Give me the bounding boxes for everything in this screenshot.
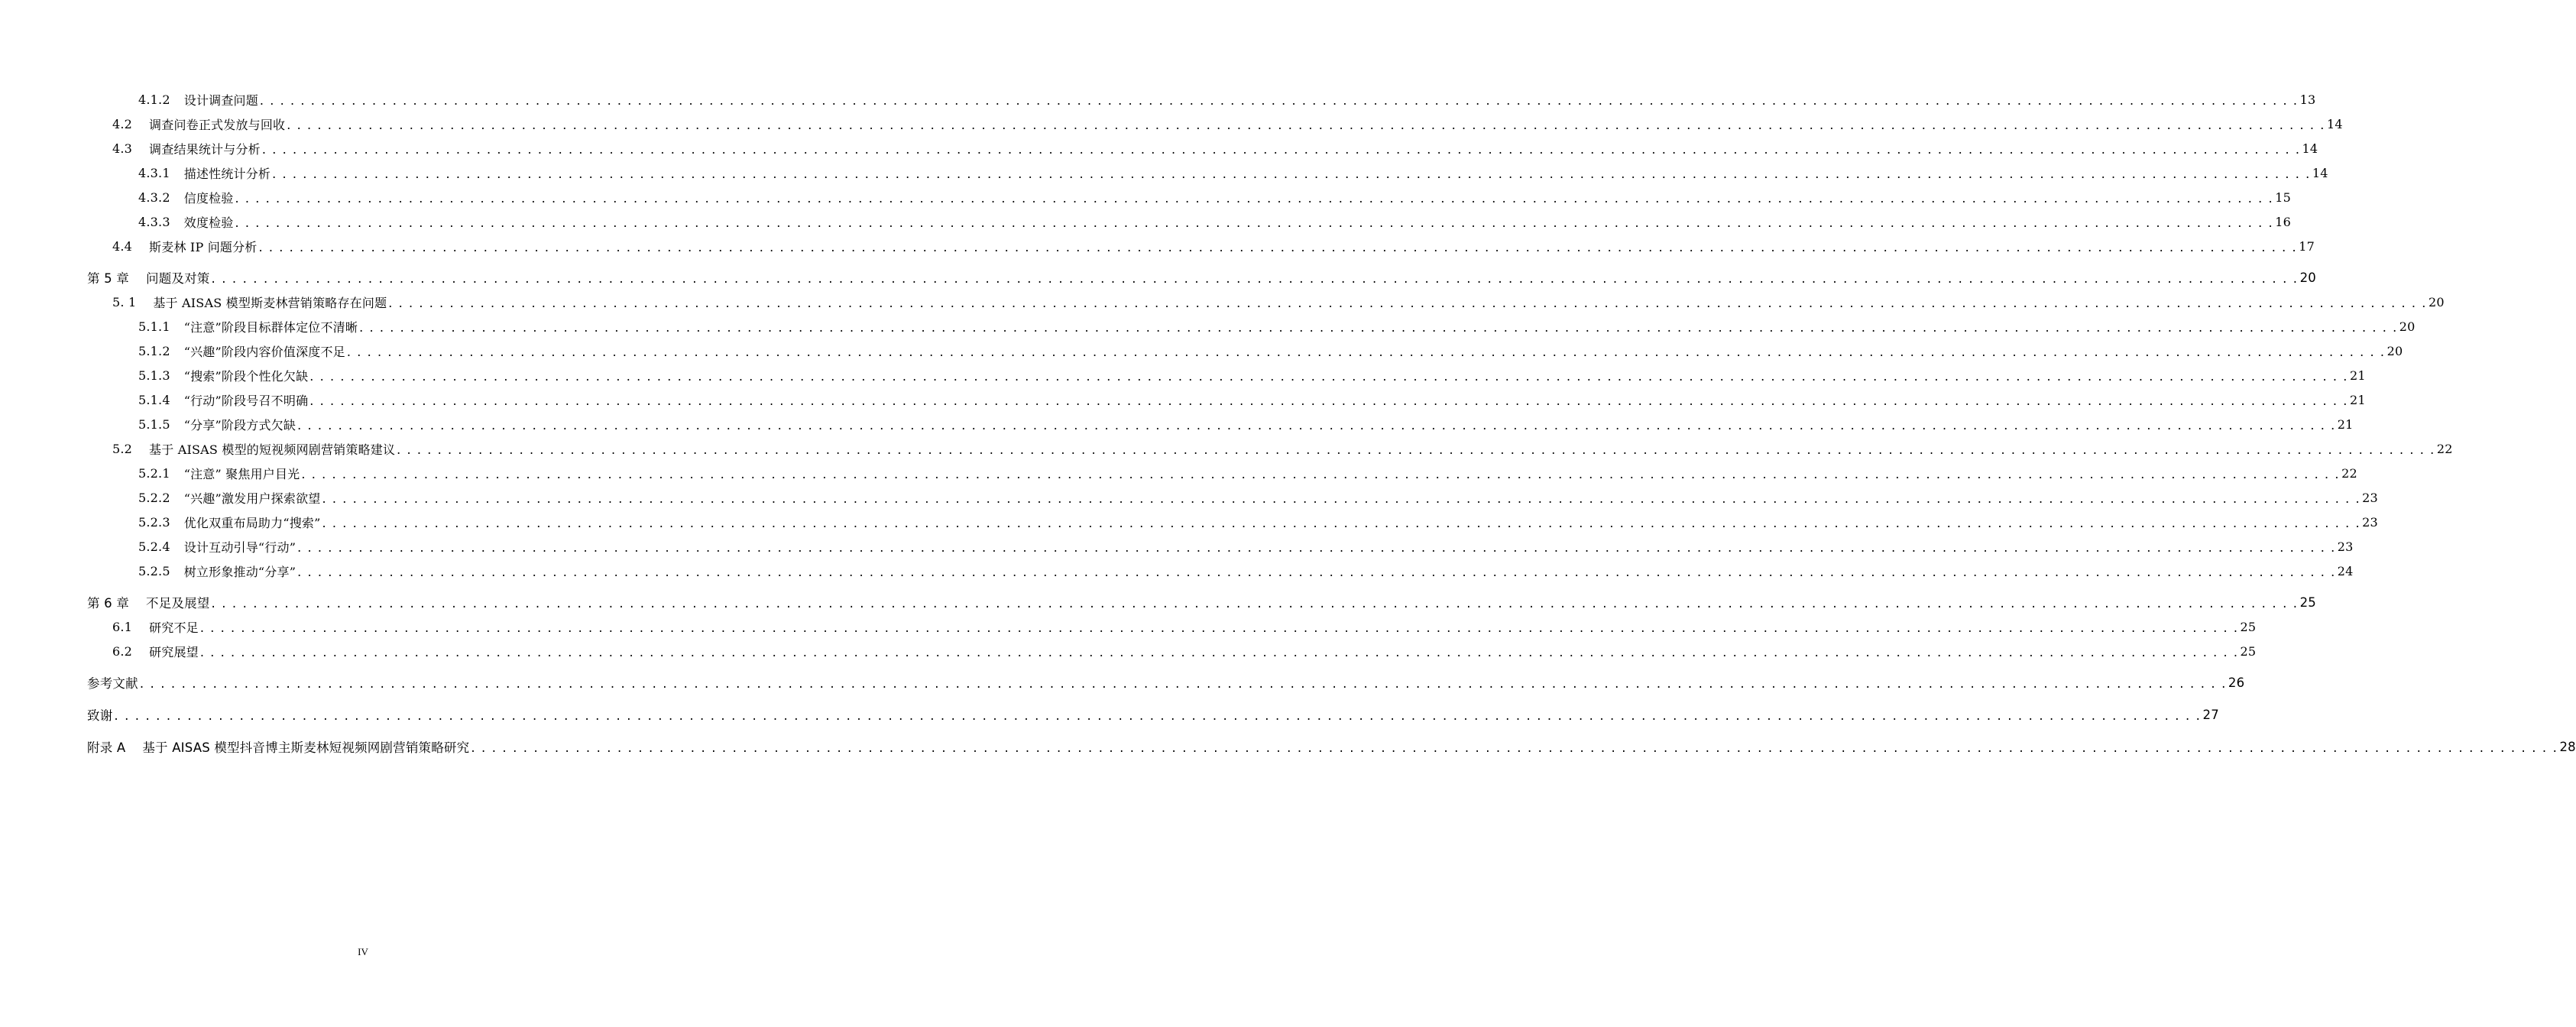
dot-leader: . . . . . . . . . . . . . . . . . . . . . . . . . . . . . . . . . . . . . . . . . . . . . . . . . . . . . . . . . . . . . . . . . . . . . . . . . . . . . . . . . . . . . . . . . . . . . . . . . . . . . . . . . . . . . . . . . . . . . . . . . . . . . . . . . . . . . . . . . . . . . . . . . . . . . . . . . . . . . . . . . . . . . . . . . . . . . . . . . . . . . . . . . . . . . . . . . . . . . . . .: [199, 644, 2239, 659]
toc-entry-page: 17: [2299, 238, 2315, 254]
dot-leader: . . . . . . . . . . . . . . . . . . . . . . . . . . . . . . . . . . . . . . . . . . . . . . . . . . . . . . . . . . . . . . . . . . . . . . . . . . . . . . . . . . . . . . . . . . . . . . . . . . . . . . . . . . . . . . . . . . . . . . . . . . . . . . . . . . . . . . . . . . . . . . . . . . . . . . . . . . . . . . . . . . . . . . . . . . . . . . . . . . . . . . . . . . . . . . . . . . . . . . . .: [114, 708, 2202, 723]
dot-leader: . . . . . . . . . . . . . . . . . . . . . . . . . . . . . . . . . . . . . . . . . . . . . . . . . . . . . . . . . . . . . . . . . . . . . . . . . . . . . . . . . . . . . . . . . . . . . . . . . . . . . . . . . . . . . . . . . . . . . . . . . . . . . . . . . . . . . . . . . . . . . . . . . . . . . . . . . . . . . . . . . . . . . . . . . . . . . . . . . . . . . . . . . . . . . . . . . . . . . . . .: [322, 515, 2361, 530]
toc-entry-page: 28: [2559, 739, 2576, 754]
toc-entry-number: 5. 1: [112, 294, 137, 309]
toc-entry[interactable]: [138, 342, 2403, 360]
dot-leader: . . . . . . . . . . . . . . . . . . . . . . . . . . . . . . . . . . . . . . . . . . . . . . . . . . . . . . . . . . . . . . . . . . . . . . . . . . . . . . . . . . . . . . . . . . . . . . . . . . . . . . . . . . . . . . . . . . . . . . . . . . . . . . . . . . . . . . . . . . . . . . . . . . . . . . . . . . . . . . . . . . . . . . . . . . . . . . . . . . . . . . . . . . . . . . . . . . . . . . . .: [211, 595, 2299, 611]
toc-entry[interactable]: [87, 705, 2219, 724]
toc-entry-number: 4.2: [112, 116, 133, 131]
toc-entry-title: 调查结果统计与分析: [149, 141, 261, 157]
toc-entry-number: 5.2.2: [138, 490, 170, 505]
toc-entry-number: 5.1.5: [138, 416, 170, 432]
toc-entry[interactable]: [138, 537, 2354, 556]
toc-entry-page: 20: [2428, 294, 2445, 309]
toc-entry-title: 基于 AISAS 模型抖音博主斯麦林短视频网剧营销策略研究: [142, 740, 470, 755]
toc-entry-title: 优化双重布局助力“搜索”: [183, 515, 321, 530]
toc-entry[interactable]: [112, 139, 2318, 157]
toc-entry[interactable]: [87, 673, 2245, 692]
toc-entry-number: 5.1.1: [138, 319, 170, 334]
toc-entry-page: 21: [2349, 368, 2366, 383]
dot-leader: . . . . . . . . . . . . . . . . . . . . . . . . . . . . . . . . . . . . . . . . . . . . . . . . . . . . . . . . . . . . . . . . . . . . . . . . . . . . . . . . . . . . . . . . . . . . . . . . . . . . . . . . . . . . . . . . . . . . . . . . . . . . . . . . . . . . . . . . . . . . . . . . . . . . . . . . . . . . . . . . . . . . . . . . . . . . . . . . . . . . . . . . . . . . . . . . . . . . . . . .: [309, 393, 2348, 408]
toc-entry[interactable]: [138, 390, 2366, 409]
toc-entry-number: 4.1.2: [138, 92, 170, 107]
toc-entry-number: 4.4: [112, 238, 133, 254]
dot-leader: . . . . . . . . . . . . . . . . . . . . . . . . . . . . . . . . . . . . . . . . . . . . . . . . . . . . . . . . . . . . . . . . . . . . . . . . . . . . . . . . . . . . . . . . . . . . . . . . . . . . . . . . . . . . . . . . . . . . . . . . . . . . . . . . . . . . . . . . . . . . . . . . . . . . . . . . . . . . . . . . . . . . . . . . . . . . . . . . . . . . . . . . . . . . . . . . . . . . . . . .: [388, 295, 2427, 310]
toc-entry[interactable]: [112, 642, 2257, 660]
toc-entry-page: 23: [2362, 514, 2378, 530]
toc-entry-title: 设计互动引导“行动”: [183, 539, 296, 555]
dot-leader: . . . . . . . . . . . . . . . . . . . . . . . . . . . . . . . . . . . . . . . . . . . . . . . . . . . . . . . . . . . . . . . . . . . . . . . . . . . . . . . . . . . . . . . . . . . . . . . . . . . . . . . . . . . . . . . . . . . . . . . . . . . . . . . . . . . . . . . . . . . . . . . . . . . . . . . . . . . . . . . . . . . . . . . . . . . . . . . . . . . . . . . . . . . . . . . . . . . . . . . .: [199, 620, 2239, 635]
toc-entry[interactable]: [138, 562, 2354, 580]
toc-entry[interactable]: [87, 737, 2576, 756]
toc-entry-number: 6.2: [112, 643, 133, 659]
dot-leader: . . . . . . . . . . . . . . . . . . . . . . . . . . . . . . . . . . . . . . . . . . . . . . . . . . . . . . . . . . . . . . . . . . . . . . . . . . . . . . . . . . . . . . . . . . . . . . . . . . . . . . . . . . . . . . . . . . . . . . . . . . . . . . . . . . . . . . . . . . . . . . . . . . . . . . . . . . . . . . . . . . . . . . . . . . . . . . . . . . . . . . . . . . . . . . . . . . . . . . . .: [346, 344, 2386, 359]
toc-entry[interactable]: [138, 415, 2354, 433]
toc-entry-title: “注意” 聚焦用户目光: [183, 466, 300, 481]
toc-entry[interactable]: [112, 293, 2445, 311]
toc-entry[interactable]: [87, 268, 2317, 287]
toc-entry-page: 23: [2362, 490, 2378, 505]
toc-entry-page: 27: [2202, 707, 2219, 722]
toc-entry-page: 24: [2337, 563, 2354, 578]
toc-entry-page: 13: [2299, 92, 2316, 107]
toc-entry-page: 20: [2299, 270, 2317, 285]
dot-leader: . . . . . . . . . . . . . . . . . . . . . . . . . . . . . . . . . . . . . . . . . . . . . . . . . . . . . . . . . . . . . . . . . . . . . . . . . . . . . . . . . . . . . . . . . . . . . . . . . . . . . . . . . . . . . . . . . . . . . . . . . . . . . . . . . . . . . . . . . . . . . . . . . . . . . . . . . . . . . . . . . . . . . . . . . . . . . . . . . . . . . . . . . . . . . . . . . . . . . . . .: [287, 117, 2325, 132]
page-number: IV: [358, 946, 368, 957]
toc-entry-title: 调查问卷正式发放与回收: [149, 117, 286, 132]
toc-entry-page: 23: [2337, 539, 2354, 554]
toc-entry-number: 5.2.4: [138, 539, 170, 554]
dot-leader: . . . . . . . . . . . . . . . . . . . . . . . . . . . . . . . . . . . . . . . . . . . . . . . . . . . . . . . . . . . . . . . . . . . . . . . . . . . . . . . . . . . . . . . . . . . . . . . . . . . . . . . . . . . . . . . . . . . . . . . . . . . . . . . . . . . . . . . . . . . . . . . . . . . . . . . . . . . . . . . . . . . . . . . . . . . . . . . . . . . . . . . . . . . . . . . . . . . . . . . .: [259, 92, 2299, 108]
toc-entry-number: 5.1.3: [138, 368, 170, 383]
dot-leader: . . . . . . . . . . . . . . . . . . . . . . . . . . . . . . . . . . . . . . . . . . . . . . . . . . . . . . . . . . . . . . . . . . . . . . . . . . . . . . . . . . . . . . . . . . . . . . . . . . . . . . . . . . . . . . . . . . . . . . . . . . . . . . . . . . . . . . . . . . . . . . . . . . . . . . . . . . . . . . . . . . . . . . . . . . . . . . . . . . . . . . . . . . . . . . . . . . . . . . . .: [261, 141, 2301, 157]
toc-entry-title: 描述性统计分析: [183, 166, 271, 181]
toc-entry[interactable]: [138, 188, 2291, 206]
dot-leader: . . . . . . . . . . . . . . . . . . . . . . . . . . . . . . . . . . . . . . . . . . . . . . . . . . . . . . . . . . . . . . . . . . . . . . . . . . . . . . . . . . . . . . . . . . . . . . . . . . . . . . . . . . . . . . . . . . . . . . . . . . . . . . . . . . . . . . . . . . . . . . . . . . . . . . . . . . . . . . . . . . . . . . . . . . . . . . . . . . . . . . . . . . . . . . . . . . . . . . . .: [397, 442, 2435, 457]
dot-leader: . . . . . . . . . . . . . . . . . . . . . . . . . . . . . . . . . . . . . . . . . . . . . . . . . . . . . . . . . . . . . . . . . . . . . . . . . . . . . . . . . . . . . . . . . . . . . . . . . . . . . . . . . . . . . . . . . . . . . . . . . . . . . . . . . . . . . . . . . . . . . . . . . . . . . . . . . . . . . . . . . . . . . . . . . . . . . . . . . . . . . . . . . . . . . . . . . . . . . . . .: [297, 564, 2336, 579]
dot-leader: . . . . . . . . . . . . . . . . . . . . . . . . . . . . . . . . . . . . . . . . . . . . . . . . . . . . . . . . . . . . . . . . . . . . . . . . . . . . . . . . . . . . . . . . . . . . . . . . . . . . . . . . . . . . . . . . . . . . . . . . . . . . . . . . . . . . . . . . . . . . . . . . . . . . . . . . . . . . . . . . . . . . . . . . . . . . . . . . . . . . . . . . . . . . . . . . . . . . . . . .: [322, 491, 2361, 506]
toc-entry-title: 基于 AISAS 模型斯麦林营销策略存在问题: [153, 295, 387, 310]
toc-entry-title: 树立形象推动“分享”: [183, 564, 296, 579]
dot-leader: . . . . . . . . . . . . . . . . . . . . . . . . . . . . . . . . . . . . . . . . . . . . . . . . . . . . . . . . . . . . . . . . . . . . . . . . . . . . . . . . . . . . . . . . . . . . . . . . . . . . . . . . . . . . . . . . . . . . . . . . . . . . . . . . . . . . . . . . . . . . . . . . . . . . . . . . . . . . . . . . . . . . . . . . . . . . . . . . . . . . . . . . . . . . . . . . . . . . . . . .: [272, 166, 2311, 181]
toc-entry-page: 14: [2312, 165, 2328, 180]
toc-entry-title: 研究展望: [149, 644, 199, 659]
toc-entry-title: 不足及展望: [146, 596, 210, 611]
dot-leader: . . . . . . . . . . . . . . . . . . . . . . . . . . . . . . . . . . . . . . . . . . . . . . . . . . . . . . . . . . . . . . . . . . . . . . . . . . . . . . . . . . . . . . . . . . . . . . . . . . . . . . . . . . . . . . . . . . . . . . . . . . . . . . . . . . . . . . . . . . . . . . . . . . . . . . . . . . . . . . . . . . . . . . . . . . . . . . . . . . . . . . . . . . . . . . . . . . . . . . . .: [309, 368, 2348, 384]
toc-entry[interactable]: [112, 115, 2343, 133]
toc-entry[interactable]: [138, 366, 2366, 384]
toc-entry-page: 21: [2349, 392, 2366, 407]
toc-entry-title: 研究不足: [149, 620, 199, 635]
toc-entry-title: “分享”阶段方式欠缺: [183, 417, 296, 433]
toc-entry-number: 5.1.2: [138, 343, 170, 358]
toc-entry-number: 附录 A: [87, 740, 126, 755]
toc-entry-title: 基于 AISAS 模型的短视频网剧营销策略建议: [149, 442, 396, 457]
toc-entry[interactable]: [112, 617, 2257, 636]
toc-entry-title: “兴趣”阶段内容价值深度不足: [183, 344, 345, 359]
toc-entry[interactable]: [87, 593, 2317, 611]
toc-entry[interactable]: [138, 317, 2416, 335]
toc-entry-number: 第 5 章: [87, 271, 129, 286]
toc-entry-title: 信度检验: [183, 190, 234, 206]
toc-entry[interactable]: [138, 212, 2291, 231]
toc-entry-number: 4.3.2: [138, 190, 170, 205]
toc-entry-page: 14: [2302, 141, 2318, 156]
toc-entry-number: 5.2: [112, 441, 133, 456]
toc-entry-page: 15: [2275, 190, 2291, 205]
toc-entry-title: “搜索”阶段个性化欠缺: [183, 368, 309, 384]
toc-entry-number: 5.2.1: [138, 465, 170, 481]
toc-entry-page: 25: [2240, 643, 2257, 659]
toc-entry[interactable]: [112, 237, 2315, 255]
dot-leader: . . . . . . . . . . . . . . . . . . . . . . . . . . . . . . . . . . . . . . . . . . . . . . . . . . . . . . . . . . . . . . . . . . . . . . . . . . . . . . . . . . . . . . . . . . . . . . . . . . . . . . . . . . . . . . . . . . . . . . . . . . . . . . . . . . . . . . . . . . . . . . . . . . . . . . . . . . . . . . . . . . . . . . . . . . . . . . . . . . . . . . . . . . . . . . . . . . . . . . . .: [297, 417, 2336, 433]
dot-leader: . . . . . . . . . . . . . . . . . . . . . . . . . . . . . . . . . . . . . . . . . . . . . . . . . . . . . . . . . . . . . . . . . . . . . . . . . . . . . . . . . . . . . . . . . . . . . . . . . . . . . . . . . . . . . . . . . . . . . . . . . . . . . . . . . . . . . . . . . . . . . . . . . . . . . . . . . . . . . . . . . . . . . . . . . . . . . . . . . . . . . . . . . . . . . . . . . . . . . . . .: [139, 675, 2227, 691]
toc-entry[interactable]: [138, 488, 2378, 507]
toc-entry-page: 25: [2299, 594, 2317, 610]
toc-entry-title: 设计调查问题: [183, 92, 258, 108]
dot-leader: . . . . . . . . . . . . . . . . . . . . . . . . . . . . . . . . . . . . . . . . . . . . . . . . . . . . . . . . . . . . . . . . . . . . . . . . . . . . . . . . . . . . . . . . . . . . . . . . . . . . . . . . . . . . . . . . . . . . . . . . . . . . . . . . . . . . . . . . . . . . . . . . . . . . . . . . . . . . . . . . . . . . . . . . . . . . . . . . . . . . . . . . . . . . . . . . . . . . . . . .: [235, 215, 2274, 230]
toc-entry[interactable]: [138, 164, 2328, 182]
toc-entry-number: 4.3.3: [138, 214, 170, 229]
toc-entry-title: “兴趣”激发用户探索欲望: [183, 491, 321, 506]
toc-entry-title: 问题及对策: [146, 271, 210, 286]
toc-entry-page: 25: [2240, 619, 2257, 634]
toc-entry-title: “行动”阶段号召不明确: [183, 393, 309, 408]
toc-entry[interactable]: [138, 464, 2357, 482]
toc-entry-title: “注意”阶段目标群体定位不清晰: [183, 319, 358, 335]
toc-entry-page: 16: [2275, 214, 2291, 229]
toc-entry-page: 22: [2436, 441, 2453, 456]
toc-entry-number: 5.2.3: [138, 514, 170, 530]
toc-entry[interactable]: [112, 439, 2453, 458]
dot-leader: . . . . . . . . . . . . . . . . . . . . . . . . . . . . . . . . . . . . . . . . . . . . . . . . . . . . . . . . . . . . . . . . . . . . . . . . . . . . . . . . . . . . . . . . . . . . . . . . . . . . . . . . . . . . . . . . . . . . . . . . . . . . . . . . . . . . . . . . . . . . . . . . . . . . . . . . . . . . . . . . . . . . . . . . . . . . . . . . . . . . . . . . . . . . . . . . . . . . . . . .: [301, 466, 2341, 481]
toc-entry-page: 20: [2399, 319, 2416, 334]
dot-leader: . . . . . . . . . . . . . . . . . . . . . . . . . . . . . . . . . . . . . . . . . . . . . . . . . . . . . . . . . . . . . . . . . . . . . . . . . . . . . . . . . . . . . . . . . . . . . . . . . . . . . . . . . . . . . . . . . . . . . . . . . . . . . . . . . . . . . . . . . . . . . . . . . . . . . . . . . . . . . . . . . . . . . . . . . . . . . . . . . . . . . . . . . . . . . . . . . . . . . . . .: [297, 539, 2336, 555]
toc-entry-title: 斯麦林 IP 问题分析: [149, 239, 258, 254]
toc-entry-number: 6.1: [112, 619, 133, 634]
toc-entry-number: 第 6 章: [87, 596, 129, 611]
toc-entry-page: 14: [2326, 116, 2343, 131]
toc-entry-page: 26: [2228, 675, 2245, 690]
dot-leader: . . . . . . . . . . . . . . . . . . . . . . . . . . . . . . . . . . . . . . . . . . . . . . . . . . . . . . . . . . . . . . . . . . . . . . . . . . . . . . . . . . . . . . . . . . . . . . . . . . . . . . . . . . . . . . . . . . . . . . . . . . . . . . . . . . . . . . . . . . . . . . . . . . . . . . . . . . . . . . . . . . . . . . . . . . . . . . . . . . . . . . . . . . . . . . . . . . . . . . . .: [471, 740, 2558, 755]
dot-leader: . . . . . . . . . . . . . . . . . . . . . . . . . . . . . . . . . . . . . . . . . . . . . . . . . . . . . . . . . . . . . . . . . . . . . . . . . . . . . . . . . . . . . . . . . . . . . . . . . . . . . . . . . . . . . . . . . . . . . . . . . . . . . . . . . . . . . . . . . . . . . . . . . . . . . . . . . . . . . . . . . . . . . . . . . . . . . . . . . . . . . . . . . . . . . . . . . . . . . . . .: [235, 190, 2274, 206]
toc-entry-number: 4.3.1: [138, 165, 170, 180]
toc-entry-number: 5.1.4: [138, 392, 170, 407]
toc-entry-page: 21: [2337, 416, 2354, 432]
dot-leader: . . . . . . . . . . . . . . . . . . . . . . . . . . . . . . . . . . . . . . . . . . . . . . . . . . . . . . . . . . . . . . . . . . . . . . . . . . . . . . . . . . . . . . . . . . . . . . . . . . . . . . . . . . . . . . . . . . . . . . . . . . . . . . . . . . . . . . . . . . . . . . . . . . . . . . . . . . . . . . . . . . . . . . . . . . . . . . . . . . . . . . . . . . . . . . . . . . . . . . . .: [359, 319, 2398, 335]
toc-entry[interactable]: [138, 513, 2378, 531]
toc-entry-number: 4.3: [112, 141, 133, 156]
toc-entry-page: 22: [2341, 465, 2357, 481]
toc-entry[interactable]: [138, 90, 2316, 109]
toc-entry-title: 致谢: [87, 708, 113, 723]
toc-entry-number: 5.2.5: [138, 563, 170, 578]
toc-entry-page: 20: [2386, 343, 2403, 358]
toc-entry-title: 效度检验: [183, 215, 234, 230]
toc-entry-title: 参考文献: [87, 676, 138, 691]
dot-leader: . . . . . . . . . . . . . . . . . . . . . . . . . . . . . . . . . . . . . . . . . . . . . . . . . . . . . . . . . . . . . . . . . . . . . . . . . . . . . . . . . . . . . . . . . . . . . . . . . . . . . . . . . . . . . . . . . . . . . . . . . . . . . . . . . . . . . . . . . . . . . . . . . . . . . . . . . . . . . . . . . . . . . . . . . . . . . . . . . . . . . . . . . . . . . . . . . . . . . . . .: [211, 271, 2299, 286]
dot-leader: . . . . . . . . . . . . . . . . . . . . . . . . . . . . . . . . . . . . . . . . . . . . . . . . . . . . . . . . . . . . . . . . . . . . . . . . . . . . . . . . . . . . . . . . . . . . . . . . . . . . . . . . . . . . . . . . . . . . . . . . . . . . . . . . . . . . . . . . . . . . . . . . . . . . . . . . . . . . . . . . . . . . . . . . . . . . . . . . . . . . . . . . . . . . . . . . . . . . . . . .: [258, 239, 2298, 254]
